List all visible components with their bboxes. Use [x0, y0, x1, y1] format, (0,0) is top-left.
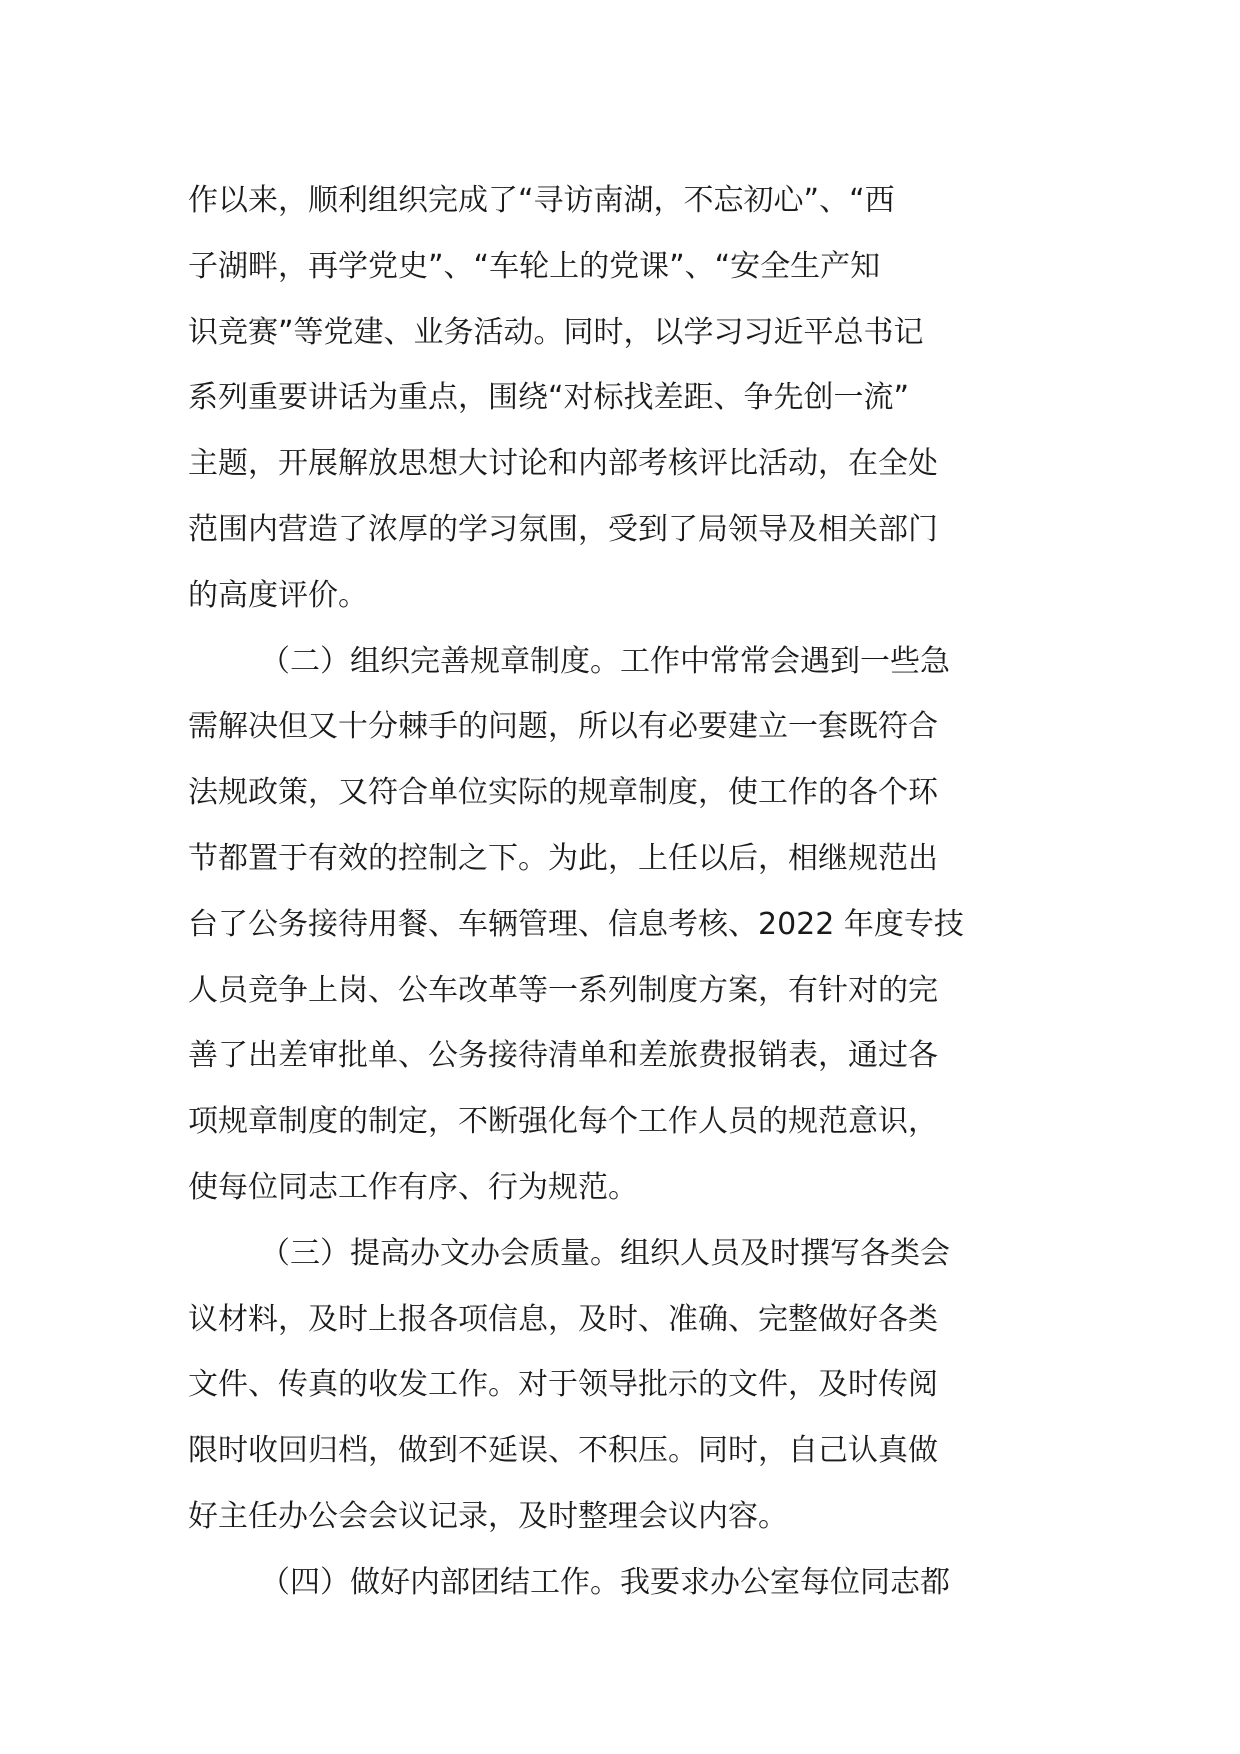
text-line: 范围内营造了浓厚的学习氛围，受到了局领导及相关部门 [188, 511, 938, 547]
text-line: 好主任办公会会议记录，及时整理会议内容。 [188, 1498, 788, 1534]
text-line: 系列重要讲话为重点，围绕“对标找差距、争先创一流” [188, 380, 910, 416]
paragraph-section-2 [188, 629, 1060, 1221]
text-line: 善了出差审批单、公务接待清单和差旅费报销表，通过各 [188, 1038, 938, 1074]
text-line: 需解决但又十分棘手的问题，所以有必要建立一套既符合 [188, 709, 938, 745]
text-line: 限时收回归档，做到不延误、不积压。同时，自己认真做 [188, 1433, 938, 1469]
section-heading-line: （三）提高办文办会质量。组织人员及时撰写各类会 [260, 1235, 950, 1271]
text-line: 议材料，及时上报各项信息，及时、准确、完整做好各类 [188, 1301, 938, 1337]
text-line: 子湖畔，再学党史”、“车轮上的党课”、“安全生产知 [188, 248, 881, 284]
text-line: 台了公务接待用餐、车辆管理、信息考核、2022 年度专技 [188, 906, 964, 942]
paragraph-intro-continuation [188, 168, 1060, 629]
section-heading-line: （二）组织完善规章制度。工作中常常会遇到一些急 [260, 643, 950, 679]
text-line: 文件、传真的收发工作。对于领导批示的文件，及时传阅 [188, 1367, 938, 1403]
text-line: 法规政策，又符合单位实际的规章制度，使工作的各个环 [188, 775, 938, 811]
text-line: 人员竞争上岗、公车改革等一系列制度方案，有针对的完 [188, 972, 938, 1008]
text-line: 使每位同志工作有序、行为规范。 [188, 1169, 638, 1205]
section-heading-line: （四）做好内部团结工作。我要求办公室每位同志都 [260, 1564, 950, 1600]
text-line: 识竞赛”等党建、业务活动。同时，以学习习近平总书记 [188, 314, 924, 350]
text-line: 节都置于有效的控制之下。为此，上任以后，相继规范出 [188, 840, 938, 876]
text-line: 的高度评价。 [188, 577, 368, 613]
text-line: 项规章制度的制定，不断强化每个工作人员的规范意识， [188, 1104, 938, 1140]
text-line: 主题，开展解放思想大讨论和内部考核评比活动，在全处 [188, 446, 938, 482]
paragraph-section-3 [188, 1221, 1060, 1550]
paragraph-section-4 [188, 1550, 1060, 1616]
document-page [188, 168, 1060, 1616]
text-line: 作以来，顺利组织完成了“寻访南湖，不忘初心”、“西 [188, 183, 895, 218]
